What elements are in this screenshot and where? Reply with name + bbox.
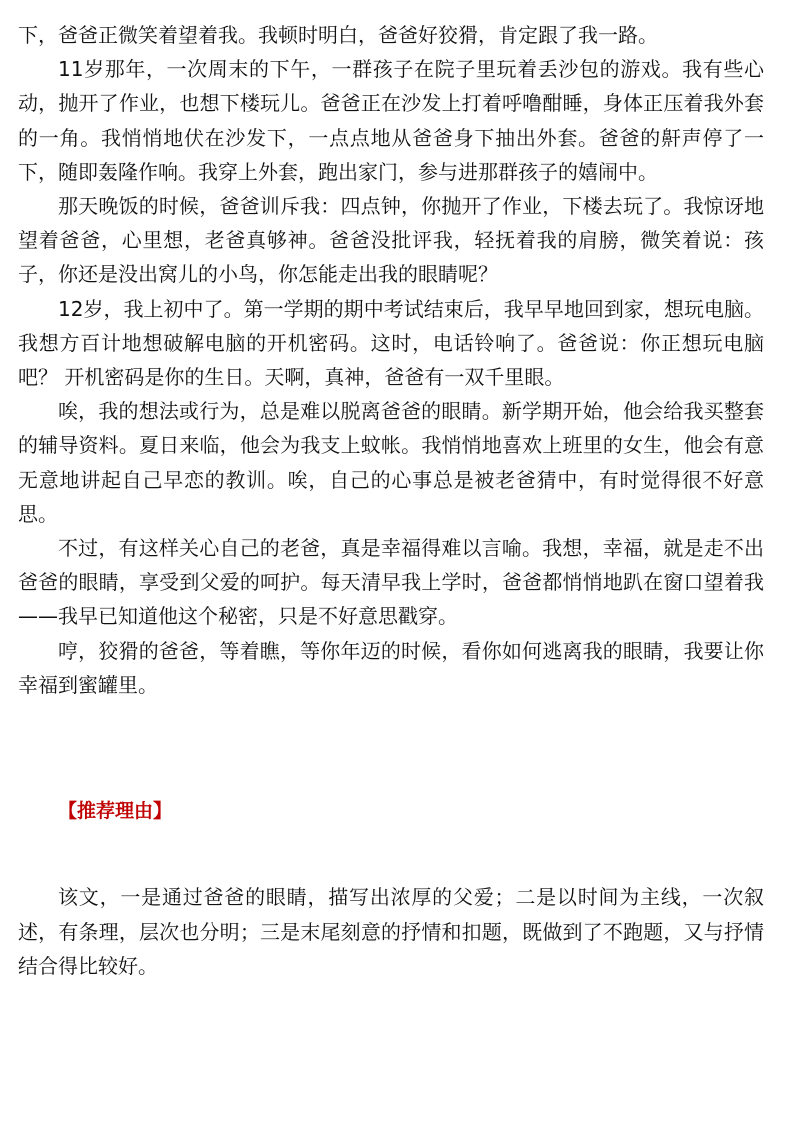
essay-paragraph-continued: 下，爸爸正微笑着望着我。我顿时明白，爸爸好狡猾，肯定跟了我一路。 [18,23,658,47]
essay-paragraph-age-11: 11岁那年，一次周末的下午，一群孩子在院子里玩着丢沙包的游戏。我有些心动，抛开了作业，也想下楼玩儿。爸爸正在沙发上打着呼噜酣睡，身体正压着我外套的一角。我悄悄地伏在沙发下，一点点地从爸爸身下抽出外套。爸爸的鼾声停了一下，随即轰隆作响。我穿上外套，跑出家门，参与进那群孩子的嬉闹中。 [18,57,764,184]
essay-paragraph-sigh: 唉，我的想法或行为，总是难以脱离爸爸的眼睛。新学期开始，他会给我买整套的辅导资料。夏日来临，他会为我支上蚊帐。我悄悄地喜欢上班里的女生，他会有意无意地讲起自己早恋的教训。唉，自己的心事总是被老爸猜中，有时觉得很不好意思。 [18,399,764,526]
essay-paragraph-age-12: 12岁，我上初中了。第一学期的期中考试结束后，我早早地回到家，想玩电脑。我想方百计地想破解电脑的开机密码。这时，电话铃响了。爸爸说：你正想玩电脑吧？ 开机密码是你的生日。天啊，真神，爸爸有一双千里眼。 [18,296,764,390]
essay-paragraph-happiness: 不过，有这样关心自己的老爸，真是幸福得难以言喻。我想，幸福，就是走不出爸爸的眼睛，享受到父爱的呵护。每天清早我上学时，爸爸都悄悄地趴在窗口望着我——我早已知道他这个秘密，只是不好意思戳穿。 [18,536,764,629]
essay-paragraph-dinner: 那天晚饭的时候，爸爸训斥我：四点钟，你抛开了作业，下楼去玩了。我惊讶地望着爸爸，心里想，老爸真够神。爸爸没批评我，轻抚着我的肩膀，微笑着说：孩子，你还是没出窝儿的小鸟，你怎能走出我的眼睛呢？ [18,194,764,287]
recommendation-paragraph: 该文，一是通过爸爸的眼睛，描写出浓厚的父爱；二是以时间为主线，一次叙述，有条理，层次也分明；三是末尾刻意的抒情和扣题，既做到了不跑题，又与抒情结合得比较好。 [18,885,764,979]
recommendation-title: 【推荐理由】 [58,800,173,823]
essay-paragraph-ending: 哼，狡猾的爸爸，等着瞧，等你年迈的时候，看你如何逃离我的眼睛，我要让你幸福到蜜罐里。 [18,638,764,697]
essay-body [18,18,764,702]
recommendation-body [18,880,764,984]
